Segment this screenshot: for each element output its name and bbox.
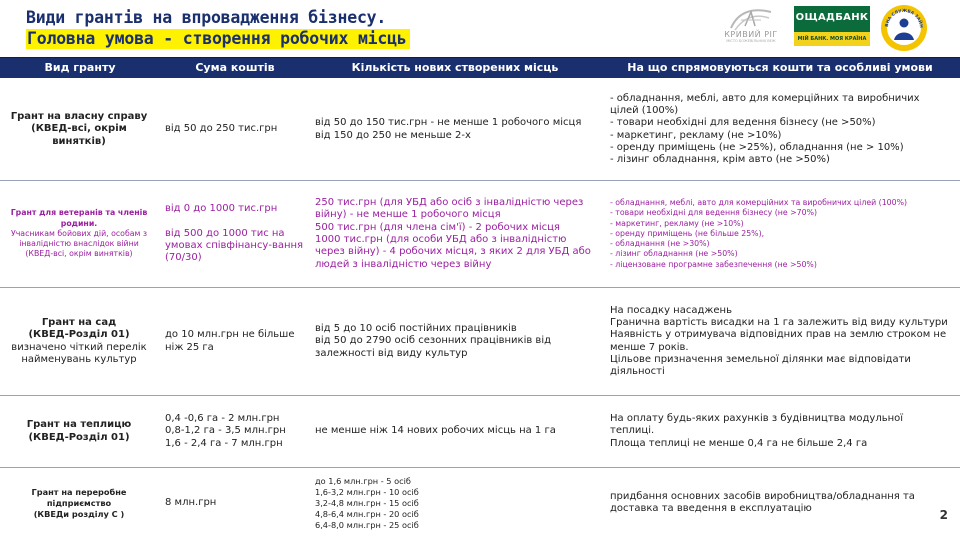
title-line-2: Головна умова - створення робочих місць: [26, 29, 410, 49]
conditions-cell: [610, 181, 950, 287]
grant-type-note: Учасникам бойових дій, особам з інвалідністю внаслідок війни (КВЕД-всі, окрім винятків): [10, 228, 148, 259]
amount-cell: [165, 79, 305, 180]
kryvyi-rih-emblem-icon: [725, 6, 777, 32]
grant-type: Грант на власну справу (КВЕД-всі, окрім винятків): [10, 111, 148, 147]
oschadbank-name: ОЩАДБАНК: [795, 12, 869, 23]
amount-value: до 10 млн.грн не більше ніж 25 га: [165, 329, 295, 353]
kryvyi-rih-subtitle: МІСТО БОЖЕВІЛЬНИХ ВЕЖ: [726, 39, 776, 43]
amount-cell: [165, 181, 305, 287]
table-row: [0, 288, 960, 396]
employment-service-emblem-icon: [880, 4, 928, 52]
amount-cell: [165, 468, 305, 538]
grant-type-cell: [8, 79, 150, 180]
table-row: [0, 181, 960, 288]
grant-type: Грант на переробне підприємство (КВЕДи розділу С ): [31, 486, 127, 519]
jobs-value: до 1,6 млн.грн - 5 осіб 1,6-3,2 млн.грн - 10 осіб 3,2-4,8 млн.грн - 15 осіб 4,8-6,4 млн.грн - 20 осіб 6,4-8,0 млн.грн - 25 осіб: [315, 475, 419, 530]
grant-type: Грант на сад (КВЕД-Розділ 01): [28, 316, 130, 341]
amount-cell: [165, 288, 305, 395]
header-conditions: На що спрямовуються кошти та особливі умови: [627, 61, 933, 74]
amount-value: 0,4 -0,6 га - 2 млн.грн 0,8-1,2 га - 3,5 млн.грн 1,6 - 2,4 га - 7 млн.грн: [165, 413, 286, 449]
table-row: [0, 396, 960, 468]
jobs-value: від 50 до 150 тис.грн - не менше 1 робочого місця від 150 до 250 не меньше 2-х: [315, 117, 582, 141]
grant-type-note: визначено чіткий перелік найменувань культур: [11, 341, 147, 365]
amount-value: від 50 до 250 тис.грн: [165, 123, 278, 135]
table-header: [0, 57, 960, 78]
conditions-cell: [610, 468, 950, 538]
jobs-value: 250 тис.грн (для УБД або осіб з інвалідністю через війну) - не менше 1 робочого місця 500 тис.грн (для члена сім'ї) - 2 робочих місця 1000 тис.грн (для особи УБД або з інвалідністю через війну) - 4 робочих місця, з яких 2 для УБД або людей з інвалідністю через війну: [315, 197, 591, 270]
oschadbank-slogan: МІЙ БАНК. МОЯ КРАЇНА: [794, 32, 870, 46]
jobs-cell: [315, 79, 595, 180]
amount-value: 8 млн.грн: [165, 496, 217, 508]
conditions-cell: [610, 396, 950, 467]
conditions-value: На посадку насаджень Гранична вартість висадки на 1 га залежить від виду культури Наявність у отримувача відповідних прав на землю строком не менше 7 років. Цільове призначення земельної ділянки має відповідати діяльності: [610, 304, 948, 378]
grant-type: Грант для ветеранів та членів родини.: [10, 208, 148, 228]
table-row: [0, 468, 960, 538]
slide-title: [26, 8, 410, 49]
kryvyi-rih-logo: [716, 6, 786, 48]
oschadbank-logo: [794, 6, 870, 46]
jobs-cell: [315, 288, 595, 395]
employment-service-text: ВНА СЛУЖБА ЗАЙН: [884, 8, 924, 29]
jobs-value: від 5 до 10 осіб постійних працівників від 50 до 2790 осіб сезонних працівників від залежності від виду культур: [315, 323, 552, 359]
jobs-cell: [315, 396, 595, 467]
grant-type-cell: [8, 468, 150, 538]
title-line-1: Види грантів на впровадження бізнесу.: [26, 8, 387, 27]
header-grant-type: Вид гранту: [44, 61, 116, 74]
employment-service-logo: [880, 4, 928, 52]
header-amount: Сума коштів: [195, 61, 275, 74]
conditions-cell: [610, 79, 950, 180]
header-jobs: Кількість нових створених місць: [351, 61, 559, 74]
jobs-cell: [315, 468, 595, 538]
conditions-cell: [610, 288, 950, 395]
conditions-value: На оплату будь-яких рахунків з будівництва модульної теплиці. Площа теплиці не менше 0,4 га не більше 2,4 га: [610, 413, 904, 449]
kryvyi-rih-name: КРИВИЙ РІГ: [724, 30, 778, 39]
conditions-value: - обладнання, меблі, авто для комерційних та виробничих цілей (100%) - товари необхідні для ведення бізнесу (не >50%) - маркетинг, рекламу (не >10%) - оренду приміщень (не >25%), обладнання (не > 10%) - лізинг обладнання, крім авто (не >50%): [610, 92, 920, 166]
amount-cell: [165, 396, 305, 467]
table-row: [0, 79, 960, 181]
amount-value: від 0 до 1000 тис.грн від 500 до 1000 тис на умовах співфінансу-вання (70/30): [165, 203, 304, 264]
jobs-value: не менше ніж 14 нових робочих місць на 1 га: [315, 425, 556, 437]
grant-type-cell: [8, 288, 150, 395]
conditions-value: придбання основних засобів виробництва/обладнання та доставка та введення в експлуатацію: [610, 490, 915, 514]
conditions-value: - обладнання, меблі, авто для комерційних та виробничих цілей (100%) - товари необхідні для ведення бізнесу (не >70%) - маркетинг, рекламу (не >10%) - оренду приміщень (не більше 25%), - обладнання (не >30%) - лізинг обладнання (не >50%) - ліцензоване програмне забезпечення (не >50%): [610, 198, 908, 269]
grant-type-cell: [8, 396, 150, 467]
jobs-cell: [315, 181, 595, 287]
page-number: 2: [939, 508, 948, 522]
grant-type: Грант на теплицю (КВЕД-Розділ 01): [26, 419, 132, 443]
grant-type-cell: [8, 181, 150, 287]
